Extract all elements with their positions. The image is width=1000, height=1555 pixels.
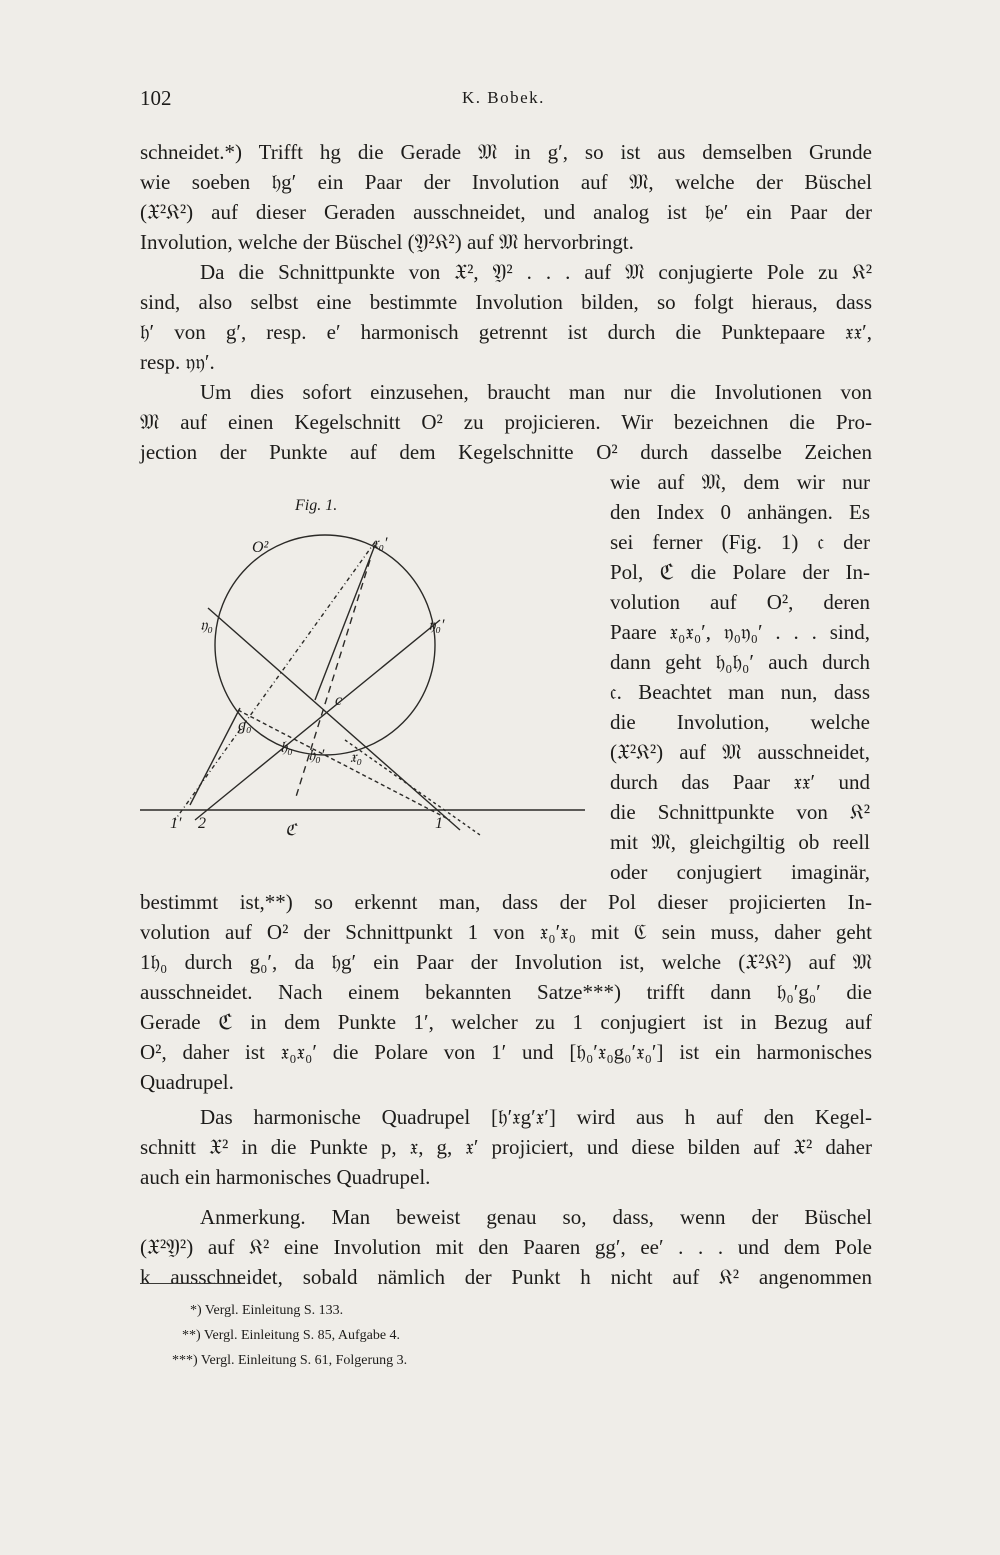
footnote-mark: ***) [172, 1353, 198, 1368]
figure-label: c [335, 692, 343, 709]
text-line: (𝔛²𝔎²) auf dieser Geraden ausschneidet, und analog ist 𝔥e′ ein Paar der [140, 200, 872, 224]
footnote [172, 1353, 407, 1369]
geometry-figure [130, 490, 600, 860]
text-line: dann geht 𝔥₀𝔥₀′ auch durch [610, 650, 870, 674]
text-line: wie soeben 𝔥g′ ein Paar der Involution auf 𝔐, welche der Büschel [140, 170, 872, 194]
text-line: volution auf O², deren [610, 590, 870, 614]
text-line: Anmerkung. Man beweist genau so, dass, wenn der Büschel [200, 1205, 872, 1229]
text-line: schneidet.*) Trifft hg die Gerade 𝔐 in g′, so ist aus demselben Grunde [140, 140, 872, 164]
chord-line [190, 708, 240, 805]
text-line: wie auf 𝔐, dem wir nur [610, 470, 870, 494]
figure-label: 𝔵₀ [350, 749, 363, 766]
text-line: oder conjugiert imaginär, [610, 860, 870, 884]
text-line: (𝔛²𝔎²) auf 𝔐 ausschneidet, [610, 740, 870, 764]
text-line: 1𝔥₀ durch g₀′, da 𝔥g′ ein Paar der Involution ist, welche (𝔛²𝔎²) auf 𝔐 [140, 950, 872, 974]
text-line: die Schnittpunkte von 𝔎² [610, 800, 870, 824]
text-line: O², daher ist 𝔵₀𝔵₀′ die Polare von 1′ und [𝔥₀′𝔵₀g₀′𝔵₀′] ist ein harmonisches [140, 1040, 872, 1064]
text-line: bestimmt ist,**) so erkennt man, dass der Pol dieser projicierten In- [140, 890, 872, 914]
text-line: die Involution, welche [610, 710, 870, 734]
figure-label: 2 [198, 815, 206, 832]
chord-line [315, 545, 375, 700]
text-line: 𝔐 auf einen Kegelschnitt O² zu projicieren. Wir bezeichnen die Pro- [140, 410, 872, 434]
footnote-mark: **) [182, 1328, 201, 1343]
text-line: resp. 𝔶𝔶′. [140, 350, 215, 374]
text-line: mit 𝔐, gleichgiltig ob reell [610, 830, 870, 854]
text-line: Involution, welche der Büschel (𝔜²𝔎²) auf 𝔐 hervorbringt. [140, 230, 634, 254]
text-line: volution auf O² der Schnittpunkt 1 von 𝔵₀′𝔵₀ mit ℭ sein muss, daher geht [140, 920, 872, 944]
text-line: Das harmonische Quadrupel [𝔥′𝔵g′𝔵′] wird aus h auf den Kegel- [200, 1105, 872, 1129]
text-line: sind, also selbst eine bestimmte Involution bilden, so folgt hieraus, dass [140, 290, 872, 314]
text-line: (𝔛²𝔜²) auf 𝔎² eine Involution mit den Paaren gg′, ee′ . . . und dem Pole [140, 1235, 872, 1259]
text-line: Da die Schnittpunkte von 𝔛², 𝔜² . . . auf 𝔐 conjugierte Pole zu 𝔎² [200, 260, 872, 284]
text-line: auch ein harmonisches Quadrupel. [140, 1165, 431, 1189]
figure-label: ℭ [285, 822, 297, 839]
figure-label: g₀ [238, 717, 252, 734]
text-line: Gerade ℭ in dem Punkte 1′, welcher zu 1 conjugiert ist in Bezug auf [140, 1010, 872, 1034]
text-line: schnitt 𝔛² in die Punkte p, 𝔵, g, 𝔵′ projiciert, und diese bilden auf 𝔛² daher [140, 1135, 872, 1159]
text-line: ausschneidet. Nach einem bekannten Satze***) trifft dann 𝔥₀′g₀′ die [140, 980, 872, 1004]
footnote-mark: *) [190, 1303, 202, 1318]
figure-label: 1 [435, 815, 443, 832]
footnote-text: Vergl. Einleitung S. 133. [204, 1303, 344, 1318]
footnote-text: Vergl. Einleitung S. 61, Folgerung 3. [200, 1353, 408, 1368]
chord-line [238, 710, 450, 820]
text-line: Paare 𝔵₀𝔵₀′, 𝔶₀𝔶₀′ . . . sind, [610, 620, 870, 644]
chord-line [195, 620, 440, 820]
chord-line [175, 542, 375, 820]
text-line: Quadrupel. [140, 1070, 234, 1094]
figure-label: 𝔶₀ [200, 617, 213, 634]
text-line: den Index 0 anhängen. Es [610, 500, 870, 524]
running-header: K. Bobek. [462, 88, 545, 107]
footnote [190, 1303, 343, 1319]
figure-label: O² [252, 539, 269, 556]
page-number: 102 [140, 86, 172, 110]
text-line: Um dies sofort einzusehen, braucht man nur die Involutionen von [200, 380, 872, 404]
footnote-rule [140, 1283, 245, 1284]
text-line: Pol, ℭ die Polare der In- [610, 560, 870, 584]
figure-caption: Fig. 1. [295, 497, 338, 514]
text-line: k ausschneidet, sobald nämlich der Punkt h nicht auf 𝔎² angenommen [140, 1265, 872, 1289]
text-line: 𝔠. Beachtet man nun, dass [610, 680, 870, 704]
figure-label: 𝔥₀ [280, 739, 293, 756]
footnote [182, 1328, 400, 1344]
text-line: sei ferner (Fig. 1) 𝔠 der [610, 530, 870, 554]
footnote-text: Vergl. Einleitung S. 85, Aufgabe 4. [203, 1328, 401, 1343]
figure-label: 1′ [170, 815, 182, 832]
figure-label: 𝔥₀′ [308, 747, 325, 764]
text-line: durch das Paar 𝔵𝔵′ und [610, 770, 870, 794]
figure-label: 𝔶₀′ [428, 617, 445, 634]
text-line: 𝔥′ von g′, resp. e′ harmonisch getrennt ist durch die Punktepaare 𝔵𝔵′, [140, 320, 872, 344]
text-line: jection der Punkte auf dem Kegelschnitte O² durch dasselbe Zeichen [140, 440, 872, 464]
figure-label: 𝔵₀′ [372, 535, 388, 552]
